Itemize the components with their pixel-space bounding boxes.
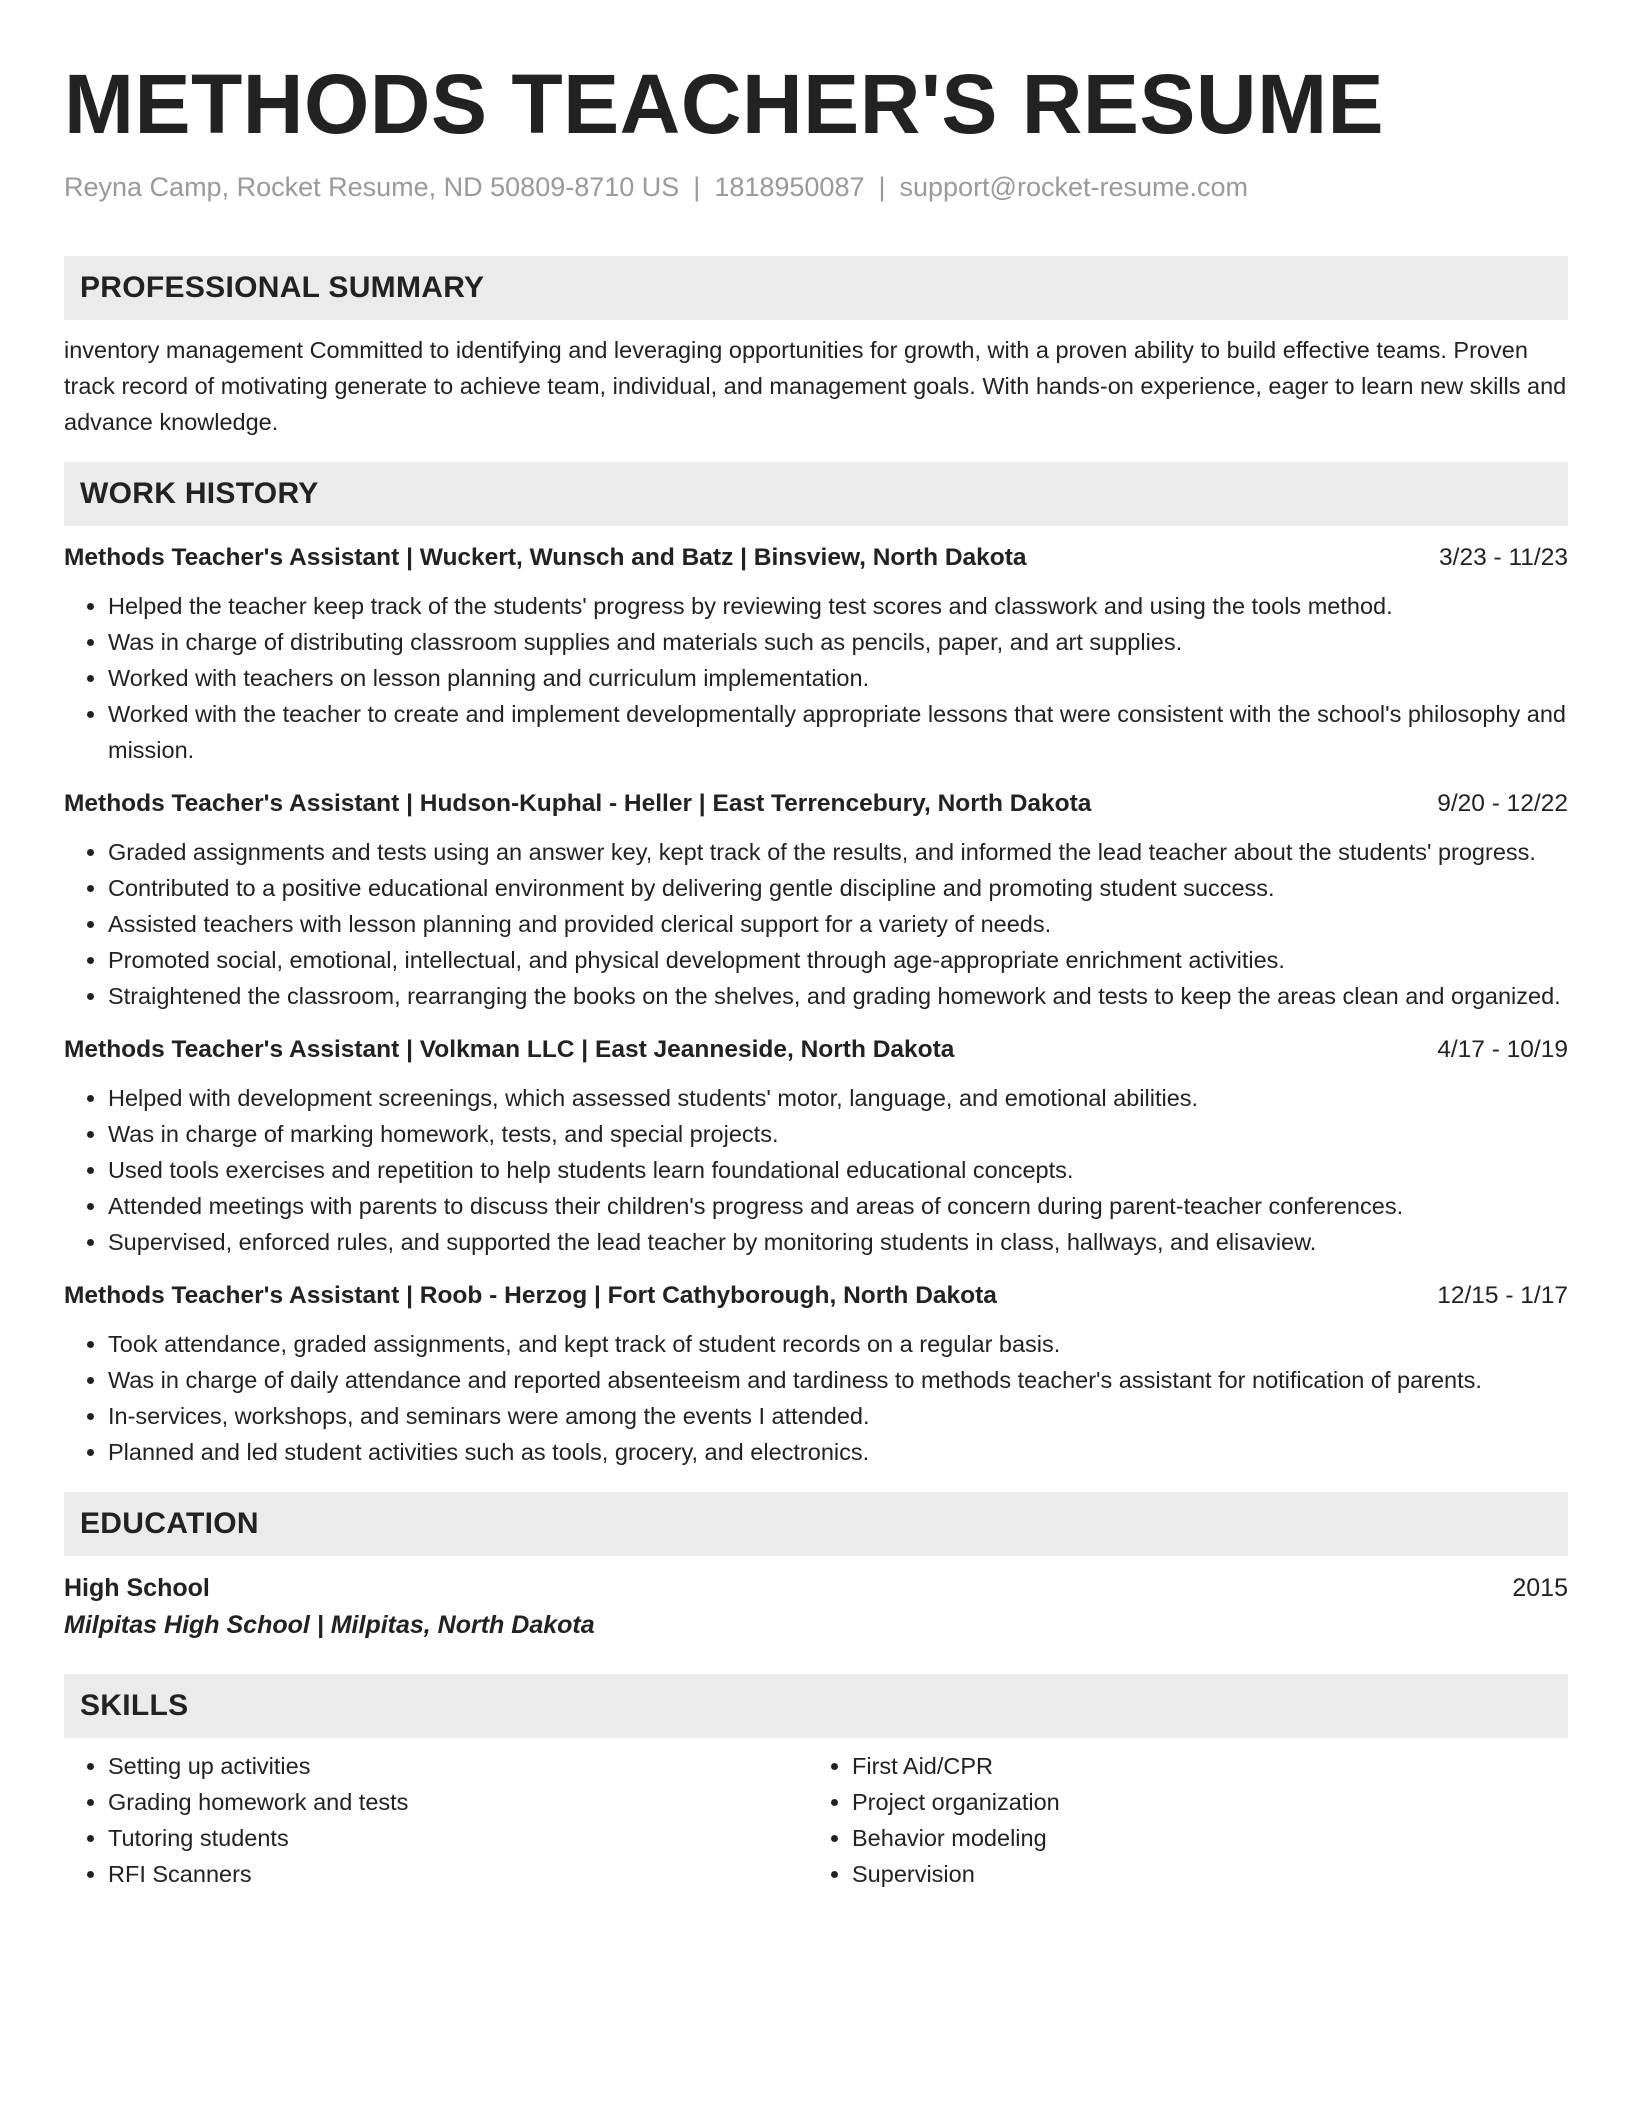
skill-item: • RFI Scanners [108, 1856, 808, 1892]
job-bullet: • Was in charge of marking homework, tests, and special projects. [108, 1116, 1568, 1152]
resume-title: METHODS TEACHER'S RESUME [64, 57, 1385, 151]
skills-heading: SKILLS [64, 1674, 1568, 1738]
contact-line [64, 170, 1568, 204]
job-bullet: • Attended meetings with parents to discuss their children's progress and areas of concern during parent-teacher conferences. [108, 1188, 1568, 1224]
job-title: Methods Teacher's Assistant | Volkman LLC | East Jeanneside, North Dakota [64, 1036, 955, 1063]
job-bullet: • Helped the teacher keep track of the students' progress by reviewing test scores and classwork and using the tools method. [108, 588, 1568, 624]
job-header [64, 1032, 1568, 1068]
job-bullet: • Promoted social, emotional, intellectual, and physical development through age-appropriate enrichment activities. [108, 942, 1568, 978]
job-header [64, 786, 1568, 822]
job-bullet: • Took attendance, graded assignments, and kept track of student records on a regular basis. [108, 1326, 1568, 1362]
job-dates: 3/23 - 11/23 [1439, 544, 1568, 571]
skills-column-right [808, 1748, 1552, 1892]
summary-heading: PROFESSIONAL SUMMARY [64, 256, 1568, 320]
job-dates: 9/20 - 12/22 [1437, 790, 1568, 817]
contact-phone: 1818950087 [714, 172, 865, 202]
job-entry [64, 540, 1568, 768]
job-header [64, 1278, 1568, 1314]
job-bullet: • Used tools exercises and repetition to help students learn foundational educational concepts. [108, 1152, 1568, 1188]
resume-page [64, 0, 1568, 1892]
job-bullets [64, 588, 1568, 768]
contact-separator: | [693, 172, 701, 202]
education-degree: High School [64, 1574, 210, 1602]
job-title: Methods Teacher's Assistant | Hudson-Kuphal - Heller | East Terrencebury, North Dakota [64, 790, 1092, 817]
job-title: Methods Teacher's Assistant | Roob - Herzog | Fort Cathyborough, North Dakota [64, 1282, 997, 1309]
job-entry [64, 1032, 1568, 1260]
contact-separator: | [878, 172, 886, 202]
job-bullet: • Helped with development screenings, which assessed students' motor, language, and emotional abilities. [108, 1080, 1568, 1116]
skills-list [64, 1748, 1568, 1892]
job-bullet: • Worked with the teacher to create and implement developmentally appropriate lessons that were consistent with the school's philosophy and mission. [108, 696, 1568, 768]
skill-item: • First Aid/CPR [852, 1748, 1552, 1784]
skills-column-left [64, 1748, 808, 1892]
education-school: Milpitas High School | Milpitas, North Dakota [64, 1611, 595, 1639]
job-entry [64, 1278, 1568, 1470]
job-bullets [64, 1326, 1568, 1470]
work-history-heading: WORK HISTORY [64, 462, 1568, 526]
skill-item: • Behavior modeling [852, 1820, 1552, 1856]
skill-item: • Supervision [852, 1856, 1552, 1892]
education-entry [64, 1570, 1568, 1606]
job-bullet: • Was in charge of distributing classroom supplies and materials such as pencils, paper, and art supplies. [108, 624, 1568, 660]
contact-email: support@rocket-resume.com [899, 172, 1249, 202]
education-heading: EDUCATION [64, 1492, 1568, 1556]
job-bullets [64, 834, 1568, 1014]
job-dates: 4/17 - 10/19 [1437, 1036, 1568, 1063]
job-title: Methods Teacher's Assistant | Wuckert, Wunsch and Batz | Binsview, North Dakota [64, 544, 1027, 571]
job-bullet: • Straightened the classroom, rearranging the books on the shelves, and grading homework and tests to keep the areas clean and organized. [108, 978, 1568, 1014]
skill-item: • Tutoring students [108, 1820, 808, 1856]
job-bullet: • Graded assignments and tests using an answer key, kept track of the results, and informed the lead teacher about the students' progress. [108, 834, 1568, 870]
job-bullet: • Assisted teachers with lesson planning and provided clerical support for a variety of needs. [108, 906, 1568, 942]
skill-item: • Setting up activities [108, 1748, 808, 1784]
job-bullet: • Was in charge of daily attendance and reported absenteeism and tardiness to methods teacher's assistant for notification of parents. [108, 1362, 1568, 1398]
job-bullet: • Contributed to a positive educational environment by delivering gentle discipline and promoting student success. [108, 870, 1568, 906]
job-header [64, 540, 1568, 576]
skill-item: • Grading homework and tests [108, 1784, 808, 1820]
job-bullet: • Worked with teachers on lesson planning and curriculum implementation. [108, 660, 1568, 696]
job-dates: 12/15 - 1/17 [1437, 1282, 1568, 1309]
summary-text: inventory management Committed to identifying and leveraging opportunities for growth, with a proven ability to build effective teams. Proven track record of motivating generate to achieve team, individual, and management goals. With hands-on experience, eager to learn new skills and advance knowledge. [64, 337, 1567, 435]
contact-address: Reyna Camp, Rocket Resume, ND 50809-8710 US [64, 172, 680, 202]
education-year: 2015 [1512, 1574, 1568, 1602]
job-bullet: • Supervised, enforced rules, and supported the lead teacher by monitoring students in class, hallways, and elisaview. [108, 1224, 1568, 1260]
job-bullet: • In-services, workshops, and seminars were among the events I attended. [108, 1398, 1568, 1434]
job-entry [64, 786, 1568, 1014]
job-bullet: • Planned and led student activities such as tools, grocery, and electronics. [108, 1434, 1568, 1470]
skill-item: • Project organization [852, 1784, 1552, 1820]
job-bullets [64, 1080, 1568, 1260]
